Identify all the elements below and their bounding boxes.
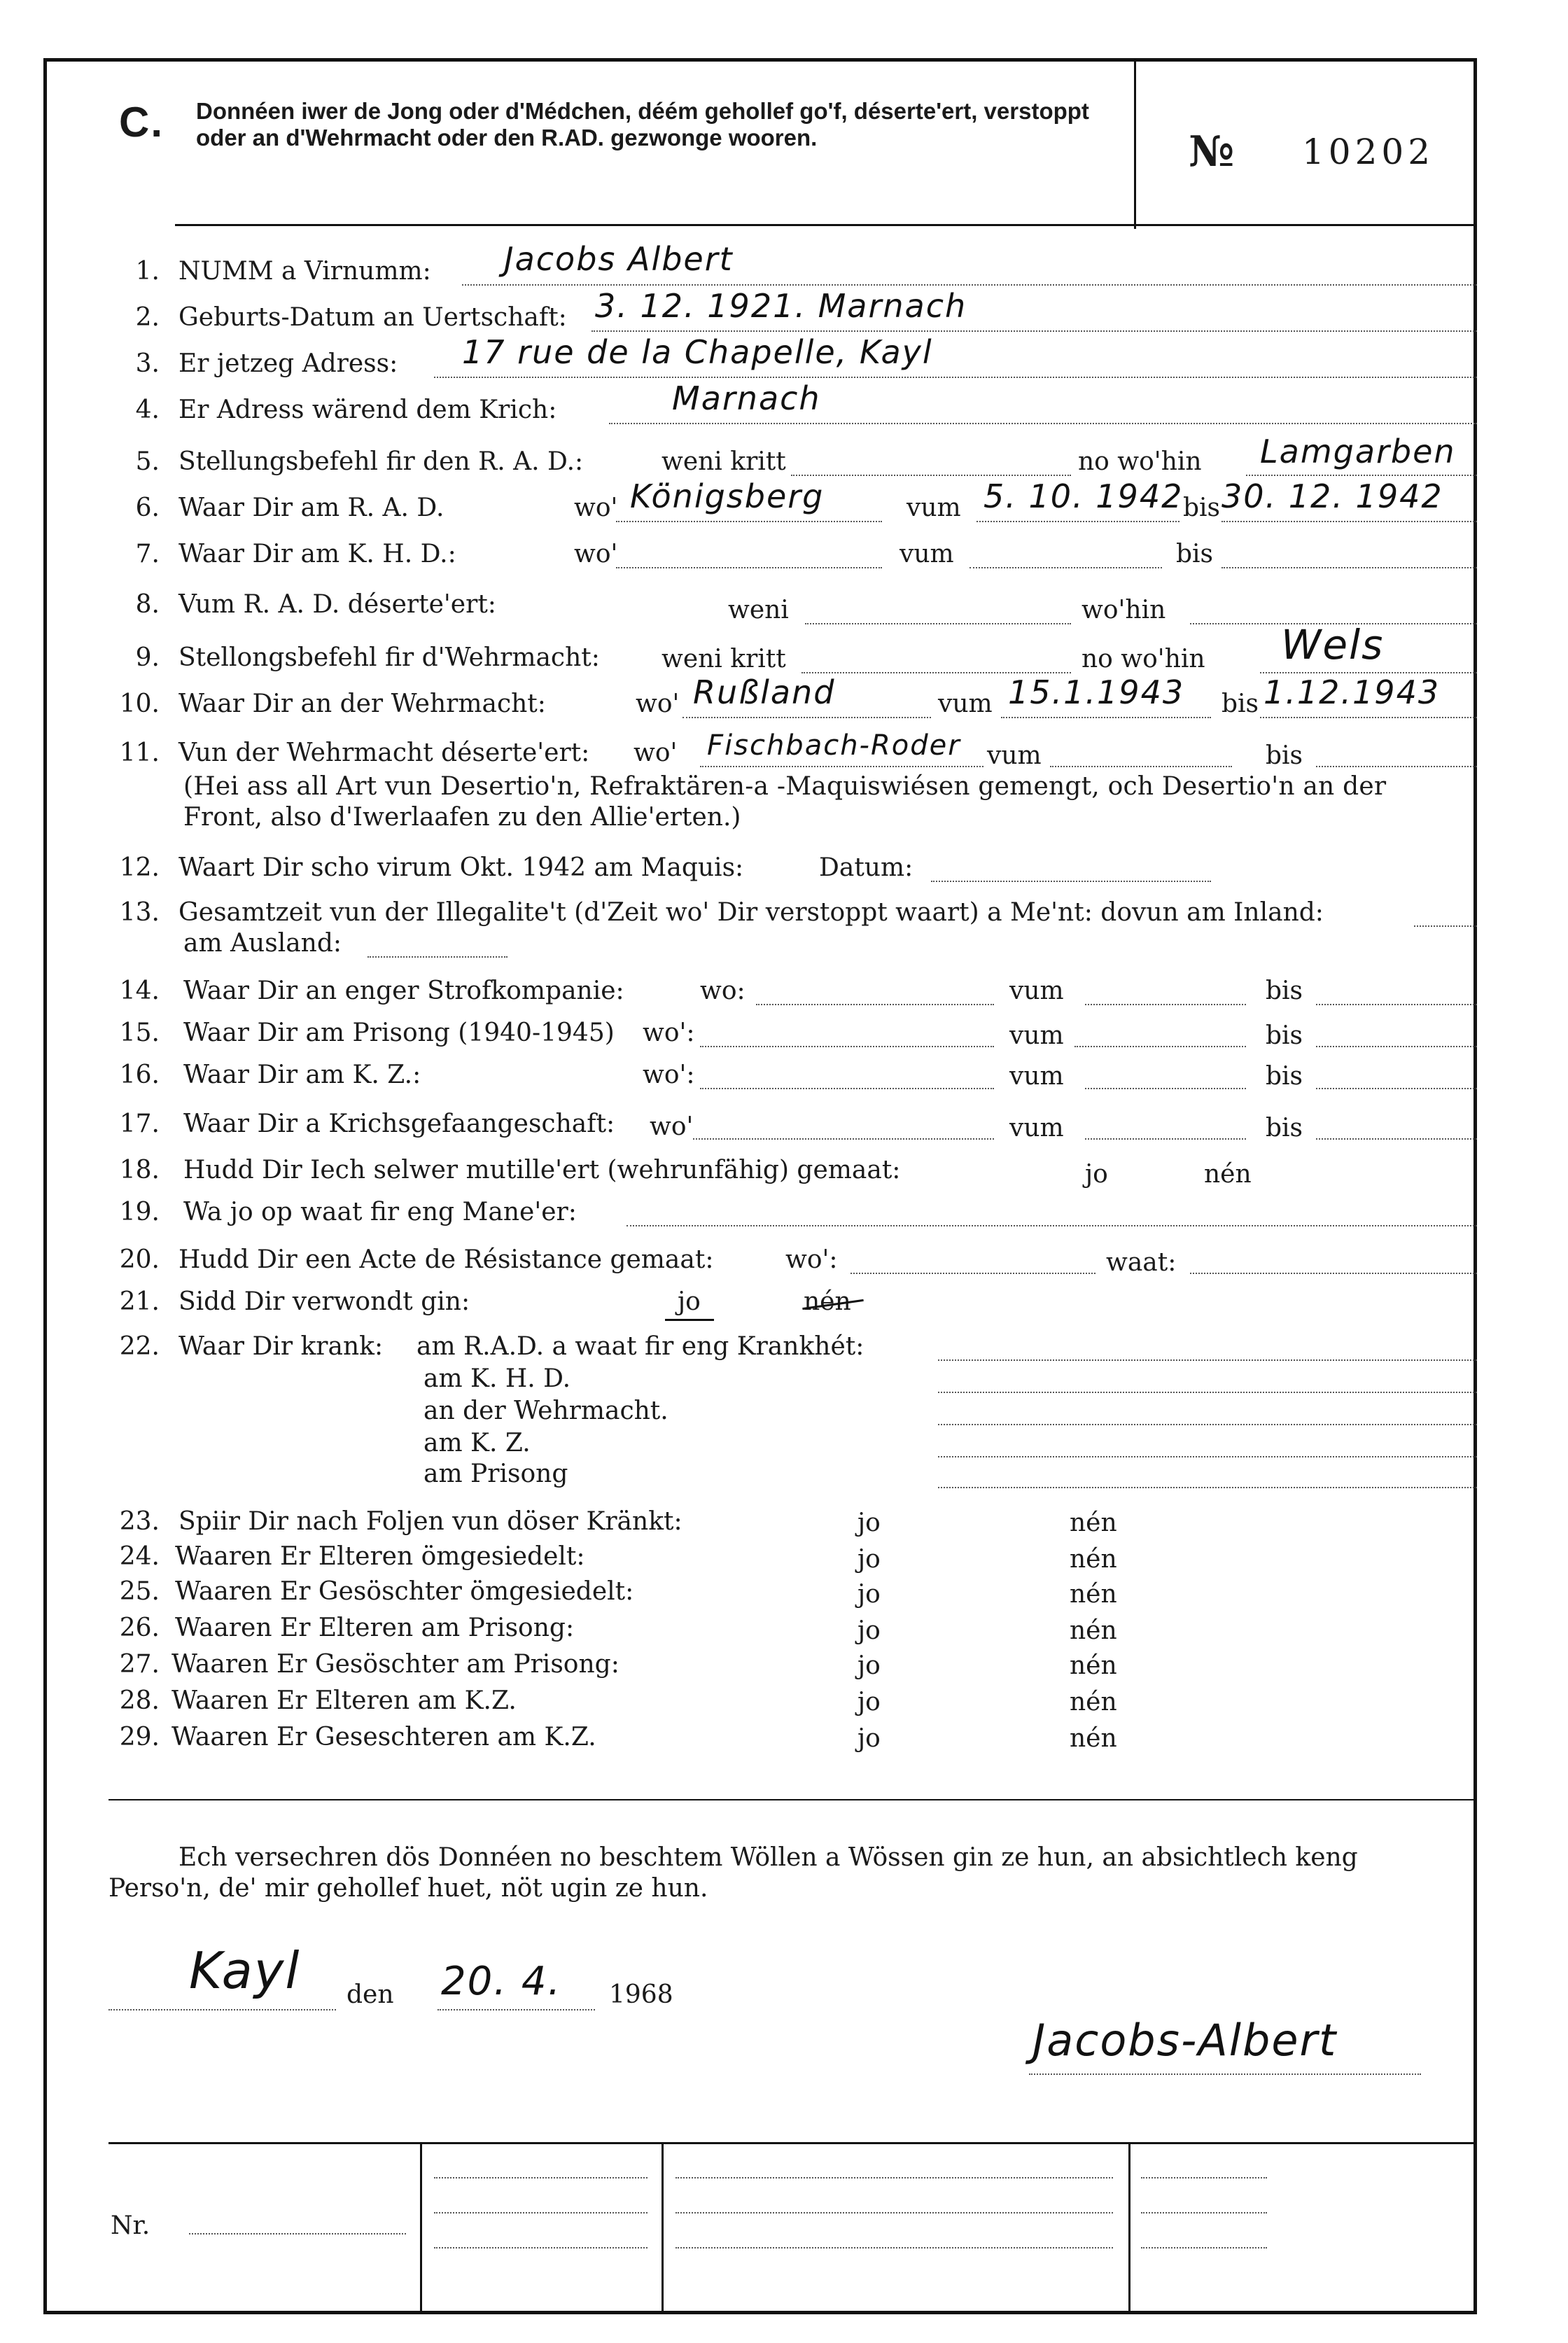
- item-label: Waar Dir a Krichsgefaangeschaft:: [183, 1110, 615, 1138]
- field-line: [700, 1046, 994, 1047]
- item-number: 11.: [119, 739, 160, 767]
- signature-line: [1029, 2073, 1421, 2075]
- item-label: Stellongsbefehl fir d'Wehrmacht:: [178, 643, 600, 672]
- item-label: Sidd Dir verwondt gin:: [178, 1287, 470, 1316]
- vum-label: vum: [1009, 1114, 1064, 1142]
- jo-option: jo: [678, 1287, 701, 1316]
- field-line: [616, 521, 882, 522]
- bis-label: bis: [1266, 1114, 1303, 1142]
- field-line: [1316, 1004, 1477, 1005]
- jo-option: jo: [1085, 1160, 1108, 1189]
- item-number: 12.: [119, 853, 160, 882]
- item-number: 4.: [135, 396, 160, 424]
- item-number: 3.: [135, 349, 160, 378]
- wo-label: wo': [634, 739, 678, 767]
- item-number: 18.: [119, 1156, 160, 1184]
- item-number: 14.: [119, 977, 160, 1005]
- nen-option: nén: [1070, 1616, 1117, 1645]
- field-line: [1085, 1088, 1246, 1089]
- wo-label: wo': [574, 494, 618, 522]
- bis-label: bis: [1183, 494, 1221, 522]
- wo-label: wo':: [785, 1245, 838, 1274]
- wo-label: wo':: [643, 1019, 695, 1047]
- sick-khd-label: am K. H. D.: [424, 1364, 571, 1393]
- field-line: [700, 1088, 994, 1089]
- datum-label: Datum:: [819, 853, 913, 882]
- nen-option: nén: [1070, 1545, 1117, 1574]
- sick-rad-label: am R.A.D. a waat fir eng Krankhét:: [416, 1332, 864, 1361]
- bis-label: bis: [1266, 741, 1303, 770]
- item-number: 1.: [135, 257, 160, 286]
- vum-value: 15.1.1943: [1008, 673, 1185, 711]
- field-line: [434, 2247, 648, 2248]
- item-label: Waar Dir krank:: [178, 1332, 384, 1361]
- field-line: [434, 2212, 648, 2213]
- bis-value: 30. 12. 1942: [1222, 477, 1443, 515]
- number-sign: №: [1189, 127, 1235, 176]
- weni-label: weni kritt: [662, 645, 786, 673]
- date-value: 20. 4.: [441, 1959, 562, 2004]
- field-line: [592, 330, 1477, 332]
- item-number: 7.: [135, 540, 160, 568]
- waat-label: waat:: [1106, 1248, 1177, 1277]
- footer-col-divider: [1128, 2142, 1130, 2314]
- field-line: [1246, 475, 1477, 476]
- field-line: [1085, 1138, 1246, 1140]
- vum-label: vum: [906, 494, 961, 522]
- wohin-value: Lamgarben: [1260, 433, 1456, 470]
- wo-value: Fischbach-Roder: [707, 729, 961, 762]
- item-number: 13.: [119, 898, 160, 927]
- wohin-label: wo'hin: [1082, 596, 1166, 624]
- footer-col-divider: [420, 2142, 422, 2314]
- field-line: [1316, 1088, 1477, 1089]
- vum-label: vum: [987, 741, 1042, 770]
- war-address-value: Marnach: [672, 379, 821, 417]
- declaration-line-1: Ech versechren dös Donnéen no beschtem Wöllen a Wössen gin ze hun, an absichtlech keng: [178, 1843, 1358, 1872]
- desertion-note-2: Front, also d'Iwerlaafen zu den Allie'erten.): [183, 803, 741, 832]
- wo-value: Königsberg: [630, 477, 825, 515]
- vum-value: 5. 10. 1942: [983, 477, 1184, 515]
- item-label: Waaren Er Elteren ömgesiedelt:: [175, 1542, 585, 1571]
- item-number: 23.: [119, 1507, 160, 1536]
- field-line: [676, 2212, 1113, 2213]
- jo-option: jo: [858, 1580, 881, 1609]
- birth-value: 3. 12. 1921. Marnach: [595, 287, 967, 325]
- item-number: 17.: [119, 1110, 160, 1138]
- field-line: [938, 1392, 1477, 1393]
- nen-option: nén: [1204, 1160, 1252, 1189]
- item-label: Waaren Er Geseschteren am K.Z.: [172, 1723, 596, 1751]
- item-label: Waar Dir am K. H. D.:: [178, 540, 456, 568]
- item-label: Waar Dir am R. A. D.: [178, 494, 444, 522]
- item-label: Waaren Er Elteren am Prisong:: [175, 1614, 575, 1642]
- field-line: [805, 623, 1071, 624]
- bis-label: bis: [1266, 1062, 1303, 1091]
- item-number: 20.: [119, 1245, 160, 1274]
- field-line: [850, 1273, 1096, 1274]
- item-label: Spiir Dir nach Foljen vun döser Kränkt:: [178, 1507, 682, 1536]
- nen-option: nén: [1070, 1651, 1117, 1680]
- field-line: [1260, 717, 1477, 718]
- item-number: 6.: [135, 494, 160, 522]
- signature-value: Jacobs-Albert: [1032, 2015, 1338, 2066]
- field-line: [1001, 717, 1211, 718]
- item-label: Wa jo op waat fir eng Mane'er:: [183, 1198, 577, 1226]
- item-label: Waaren Er Gesöschter ömgesiedelt:: [175, 1577, 634, 1606]
- header-rule: [175, 224, 1477, 226]
- item-number: 25.: [119, 1577, 160, 1606]
- item-number: 29.: [119, 1723, 160, 1751]
- desertion-note-1: (Hei ass all Art vun Desertio'n, Refraktären-a -Maquiswiésen gemengt, och Desertio'n an der: [183, 772, 1387, 801]
- footer-nr-label: Nr.: [111, 2211, 150, 2240]
- footer-rule: [108, 2142, 1477, 2144]
- section-title: Donnéen iwer de Jong oder d'Médchen, déém gehollef go'f, déserte'ert, verstoppt oder an d'Wehrmacht oder den R.AD. gezwonge wooren.: [196, 98, 1089, 151]
- field-line: [609, 423, 1477, 424]
- item-label: NUMM a Virnumm:: [178, 257, 431, 286]
- item-number: 19.: [119, 1198, 160, 1226]
- header-divider: [1134, 61, 1136, 229]
- item-label: Vun der Wehrmacht déserte'ert:: [178, 739, 590, 767]
- bis-label: bis: [1266, 1021, 1303, 1050]
- field-line: [434, 2177, 648, 2178]
- item-number: 15.: [119, 1019, 160, 1047]
- wo-label: wo':: [643, 1061, 695, 1089]
- weni-label: weni: [728, 596, 789, 624]
- field-line: [1316, 1046, 1477, 1047]
- field-line: [976, 521, 1180, 522]
- field-line: [1085, 1004, 1246, 1005]
- item-number: 27.: [119, 1650, 160, 1679]
- bis-value: 1.12.1943: [1264, 673, 1441, 711]
- field-line: [756, 1004, 994, 1005]
- address-value: 17 rue de la Chapelle, Kayl: [462, 333, 933, 371]
- field-line: [434, 377, 1477, 378]
- item-number: 5.: [135, 447, 160, 476]
- item-label: Waar Dir an der Wehrmacht:: [178, 690, 546, 718]
- nen-option: nén: [1070, 1509, 1117, 1537]
- field-line: [1190, 1273, 1477, 1274]
- item-label: Waart Dir scho virum Okt. 1942 am Maquis:: [178, 853, 744, 882]
- separator-rule: [108, 1799, 1477, 1800]
- item-label: Waaren Er Elteren am K.Z.: [172, 1686, 517, 1715]
- field-line: [938, 1359, 1477, 1361]
- item-label: Hudd Dir Iech selwer mutille'ert (wehrunfähig) gemaat:: [183, 1156, 901, 1184]
- nen-option: nén: [1070, 1580, 1117, 1609]
- date-line: [438, 2009, 595, 2010]
- field-line: [626, 1225, 1477, 1226]
- vum-label: vum: [1009, 977, 1064, 1005]
- field-line: [1074, 1046, 1246, 1047]
- item-label: Vum R. A. D. déserte'ert:: [178, 590, 496, 619]
- footer-col-divider: [662, 2142, 664, 2314]
- item-label: Gesamtzeit vun der Illegalite't (d'Zeit wo' Dir verstoppt waart) a Me'nt: dovun am Inland:: [178, 898, 1324, 927]
- field-line: [1141, 2177, 1267, 2178]
- field-line: [1141, 2247, 1267, 2248]
- vum-label: vum: [1009, 1062, 1064, 1091]
- ausland-label: am Ausland:: [183, 929, 342, 958]
- field-line: [969, 567, 1162, 568]
- field-line: [1316, 766, 1477, 767]
- item-number: 10.: [119, 690, 160, 718]
- wohin-value: Wels: [1281, 621, 1385, 669]
- item-number: 24.: [119, 1542, 160, 1571]
- jo-option: jo: [858, 1509, 881, 1537]
- field-line: [700, 766, 983, 767]
- nen-option: nén: [804, 1287, 851, 1316]
- field-line: [931, 881, 1211, 882]
- vum-label: vum: [938, 690, 993, 718]
- item-label: Waar Dir am K. Z.:: [183, 1061, 421, 1089]
- bis-label: bis: [1222, 690, 1259, 718]
- field-line: [189, 2233, 406, 2234]
- wo-value: Rußland: [693, 673, 836, 711]
- sick-prisong-label: am Prisong: [424, 1460, 568, 1488]
- field-line: [1414, 925, 1477, 927]
- item-number: 26.: [119, 1614, 160, 1642]
- nen-option: nén: [1070, 1724, 1117, 1753]
- item-label: Geburts-Datum an Uertschaft:: [178, 303, 567, 332]
- wo-label: wo': [650, 1112, 694, 1141]
- place-value: Kayl: [189, 1941, 301, 2000]
- field-line: [676, 2247, 1113, 2248]
- field-line: [791, 475, 1071, 476]
- vum-label: vum: [1009, 1021, 1064, 1050]
- field-line: [1050, 766, 1232, 767]
- den-label: den: [346, 1980, 394, 2009]
- field-line: [1222, 567, 1477, 568]
- field-line: [1222, 521, 1477, 522]
- item-label: Waar Dir an enger Strofkompanie:: [183, 977, 624, 1005]
- wo-label: wo': [636, 690, 680, 718]
- jo-option: jo: [858, 1616, 881, 1645]
- form-number: 10202: [1302, 132, 1435, 172]
- year-label: 1968: [609, 1980, 673, 2009]
- jo-option: jo: [858, 1651, 881, 1680]
- wo-label: wo:: [700, 977, 746, 1005]
- item-label: Waar Dir am Prisong (1940-1945): [183, 1019, 615, 1047]
- item-label: Hudd Dir een Acte de Résistance gemaat:: [178, 1245, 714, 1274]
- item-label: Stellungsbefehl fir den R. A. D.:: [178, 447, 584, 476]
- field-line: [682, 717, 931, 718]
- wo-label: wo': [574, 540, 618, 568]
- jo-option: jo: [858, 1545, 881, 1574]
- item-number: 22.: [119, 1332, 160, 1361]
- section-letter: C.: [119, 99, 164, 146]
- item-number: 8.: [135, 590, 160, 619]
- bis-label: bis: [1266, 977, 1303, 1005]
- weni-label: weni kritt: [662, 447, 786, 476]
- field-line: [938, 1424, 1477, 1425]
- item-label: Waaren Er Gesöschter am Prisong:: [172, 1650, 620, 1679]
- nen-option: nén: [1070, 1688, 1117, 1716]
- field-line: [938, 1487, 1477, 1488]
- vum-label: vum: [899, 540, 954, 568]
- item-number: 21.: [119, 1287, 160, 1316]
- declaration-line-2: Perso'n, de' mir gehollef huet, nöt ugin ze hun.: [108, 1874, 708, 1903]
- bis-label: bis: [1176, 540, 1214, 568]
- field-line: [938, 1456, 1477, 1457]
- wohin-label: no wo'hin: [1082, 645, 1205, 673]
- item-label: Er jetzeg Adress:: [178, 349, 398, 378]
- field-line: [693, 1138, 994, 1140]
- sick-kz-label: am K. Z.: [424, 1429, 531, 1457]
- sick-wehrmacht-label: an der Wehrmacht.: [424, 1397, 668, 1425]
- field-line: [1141, 2212, 1267, 2213]
- item-number: 9.: [135, 643, 160, 672]
- wohin-label: no wo'hin: [1078, 447, 1202, 476]
- item-number: 28.: [119, 1686, 160, 1715]
- field-line: [1316, 1138, 1477, 1140]
- place-line: [108, 2009, 336, 2010]
- jo-option: jo: [858, 1724, 881, 1753]
- field-line: [462, 284, 1477, 286]
- field-line: [676, 2177, 1113, 2178]
- item-number: 2.: [135, 303, 160, 332]
- item-number: 16.: [119, 1061, 160, 1089]
- field-line: [616, 567, 882, 568]
- item-label: Er Adress wärend dem Krich:: [178, 396, 557, 424]
- name-value: Jacobs Albert: [504, 240, 734, 278]
- jo-option: jo: [858, 1688, 881, 1716]
- field-line: [368, 956, 507, 958]
- jo-underline: [665, 1319, 714, 1321]
